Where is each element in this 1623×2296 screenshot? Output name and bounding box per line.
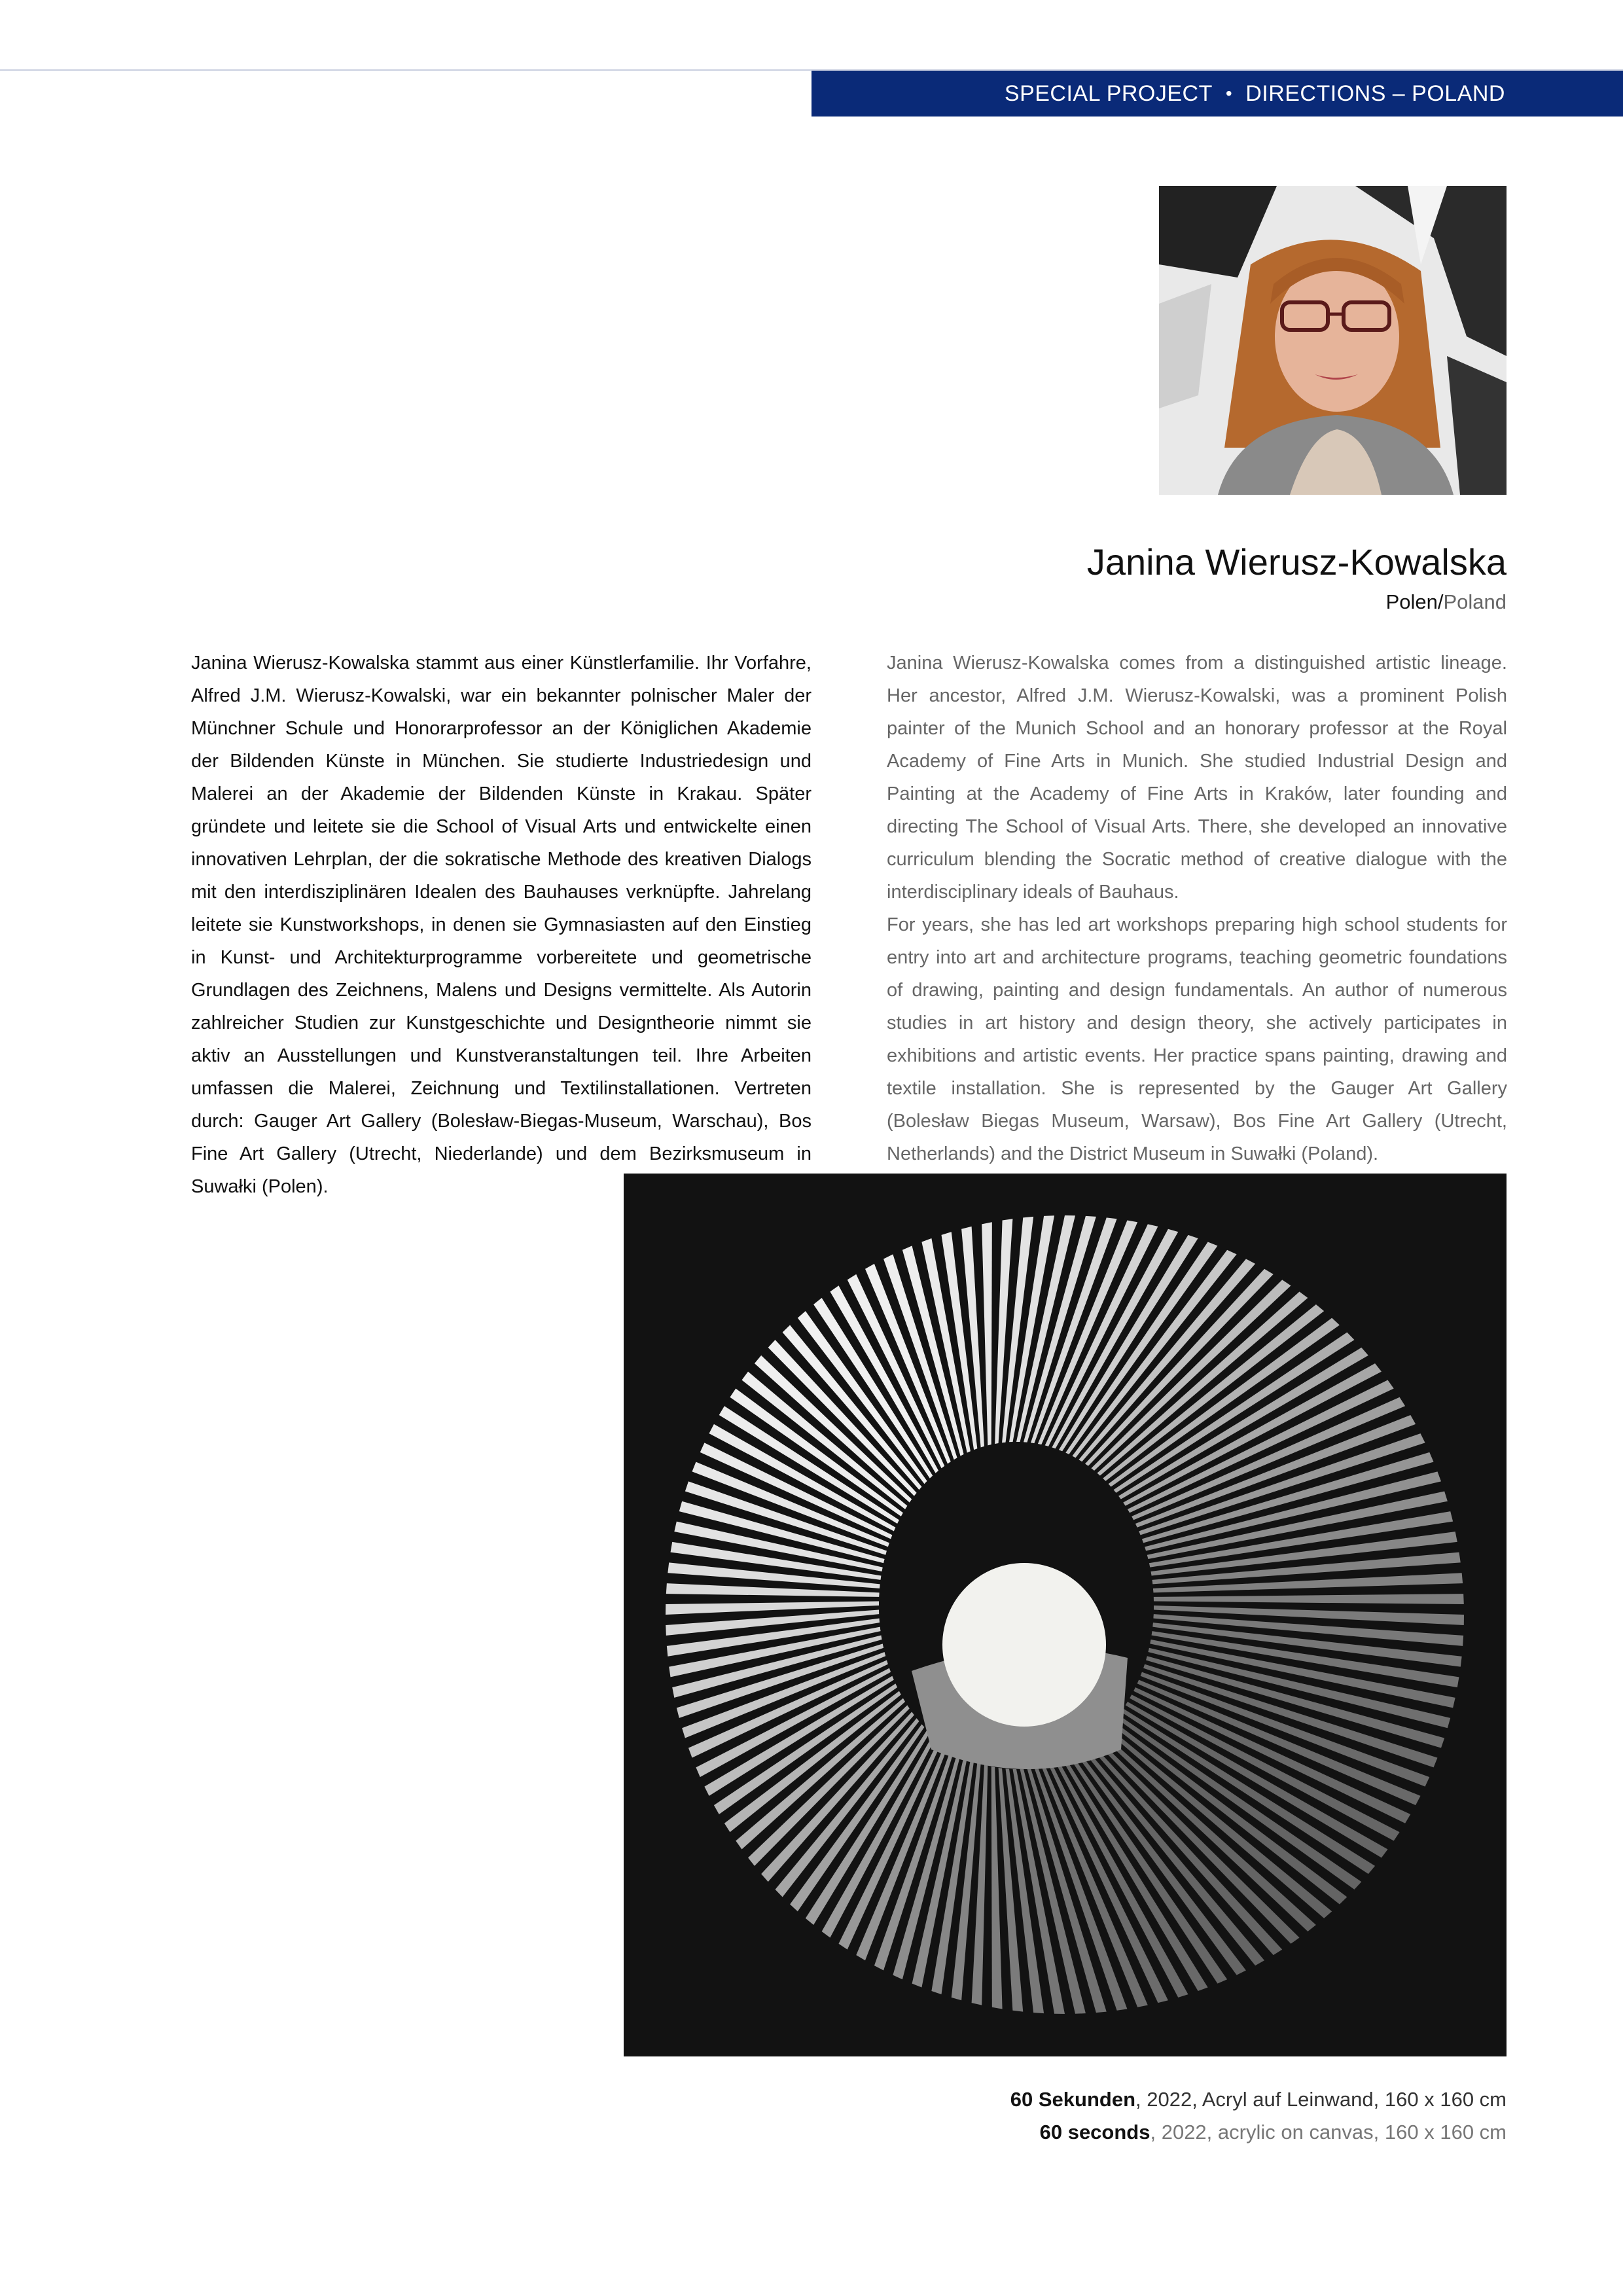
section-header	[812, 71, 1623, 117]
artwork-center-circle	[942, 1563, 1106, 1727]
bio-german-text: Janina Wierusz-Kowalska stammt aus einer Künstlerfamilie. Ihr Vorfahre, Alfred J.M. Wierusz-Kowalski, war ein bekannter polnischer Maler der Münchner Schule und Honorarprofessor an der Königlichen Akademie der Bildenden Künste in München. Sie studierte Industriedesign und Malerei an der Akademie der Bildenden Künste in Krakau. Später gründete und leitete sie die School of Visual Arts und entwickelte einen innovativen Lehrplan, der die sokratische Methode des kreativen Dialogs mit den interdisziplinären Idealen des Bauhauses verknüpfte. Jahrelang leitete sie Kunstworkshops, in denen sie Gymnasiasten auf den Einstieg in Kunst- und Architekturprogramme vorbereitete und geometrische Grundlagen des Zeichnens, Malens und Designs vermittelte. Als Autorin zahlreicher Studien zur Kunstgeschichte und Designtheorie nimmt sie aktiv an Ausstellungen und Kunstveranstaltungen teil. Ihre Arbeiten umfassen die Malerei, Zeichnung und Textilinstallationen. Vertreten durch: Gauger Art Gallery (Bolesław-Biegas-Museum, Warschau), Bos Fine Art Gallery (Utrecht, Niederlande) und dem Bezirksmuseum in Suwałki (Polen).	[191, 653, 812, 1197]
country-en: Poland	[1443, 590, 1507, 613]
artist-name: Janina Wierusz-Kowalska	[1086, 541, 1507, 583]
caption-english	[1040, 2121, 1507, 2144]
bio-english-paragraph-1: Janina Wierusz-Kowalska comes from a distinguished artistic lineage. Her ancestor, Alfred J.M. Wierusz-Kowalski, was a prominent Polish painter of the Munich School and an honorary professor at the Royal Academy of Fine Arts in Munich. She studied Industrial Design and Painting at the Academy of Fine Arts in Kraków, later founding and directing The School of Visual Arts. There, she developed an innovative curriculum blending the Socratic method of creative dialogue with the interdisciplinary ideals of Bauhaus.	[887, 653, 1507, 903]
artist-portrait	[1159, 186, 1507, 495]
bio-german	[191, 647, 812, 1203]
country-de: Polen/	[1385, 590, 1444, 613]
caption-german-title: 60 Sekunden	[1010, 2088, 1136, 2111]
bio-english	[887, 647, 1507, 1203]
artist-country	[1386, 590, 1507, 614]
artwork-image	[624, 1174, 1507, 2056]
caption-english-title: 60 seconds	[1039, 2121, 1150, 2144]
separator-dot: •	[1225, 83, 1233, 103]
bio-english-paragraph-2: For years, she has led art workshops preparing high school students for entry into art and architecture programs, teaching geometric foundations of drawing, painting and design fundamentals. An author of numerous studies in art history and design theory, she actively participates in exhibitions and artistic events. Her practice spans painting, drawing and textile installation. She is represented by the Gauger Art Gallery (Bolesław Biegas Museum, Warsaw), Bos Fine Art Gallery (Utrecht, Netherlands) and the District Museum in Suwałki (Poland).	[887, 914, 1507, 1164]
caption-german	[1010, 2088, 1507, 2111]
artwork-graphic	[624, 1174, 1507, 2056]
subsection-label: DIRECTIONS – POLAND	[1245, 81, 1505, 106]
section-label: SPECIAL PROJECT	[1004, 81, 1213, 106]
caption-german-details: , 2022, Acryl auf Leinwand, 160 x 160 cm	[1135, 2088, 1507, 2111]
caption-english-details: , 2022, acrylic on canvas, 160 x 160 cm	[1150, 2121, 1507, 2144]
